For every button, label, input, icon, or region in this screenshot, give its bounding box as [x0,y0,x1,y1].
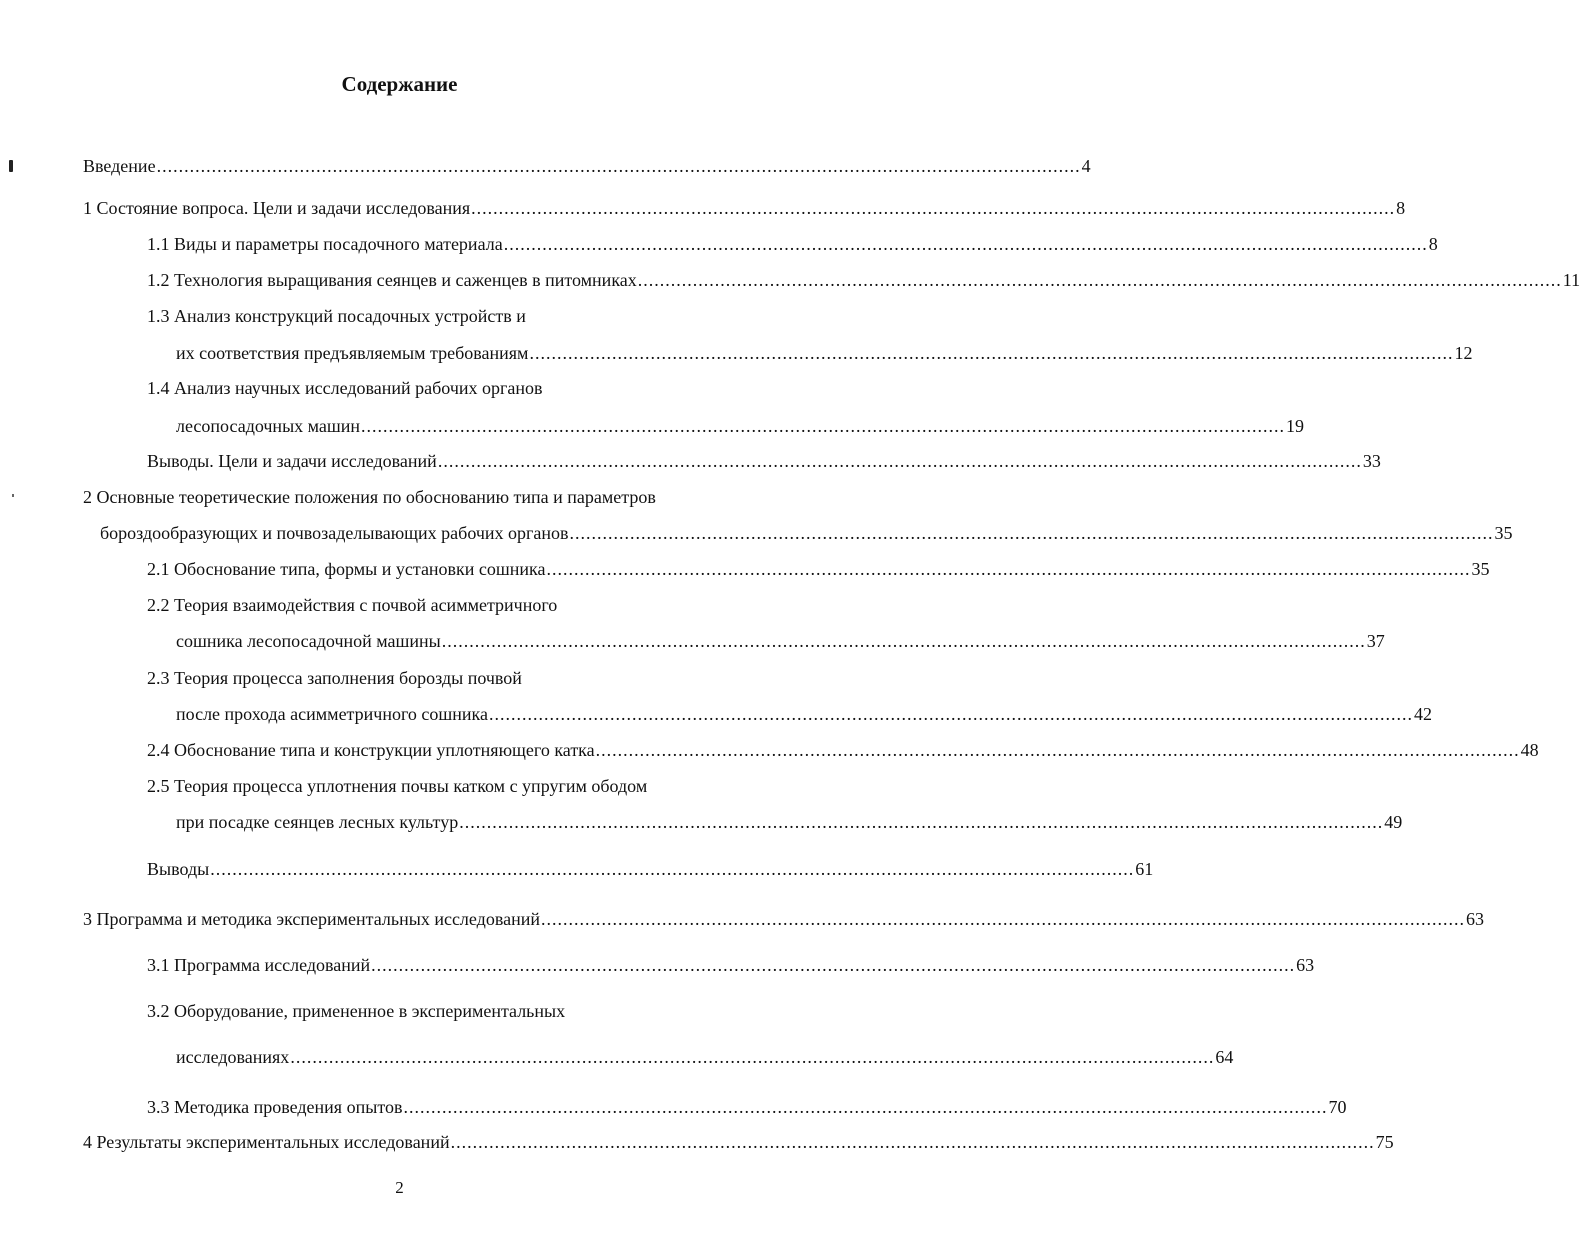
toc-entry-chapter-4[interactable] [0,1129,1394,1155]
toc-page-number: 70 [1328,1097,1347,1117]
leader-dots: ........................................................................................................................................................................ [290,1047,1215,1067]
toc-entry-label: Выводы. Цели и задачи исследований [147,451,437,471]
toc-entry-label: 1.3 Анализ конструкций посадочных устройств и [147,306,526,326]
toc-page-number: 61 [1135,859,1154,879]
leader-dots: ........................................................................................................................................................................ [361,416,1286,436]
toc-entry-label: бороздообразующих и почвозаделывающих рабочих органов [100,523,569,543]
leader-dots: ........................................................................................................................................................................ [450,1132,1375,1152]
leader-dots: ........................................................................................................................................................................ [437,451,1362,471]
toc-entry-2-3-line1[interactable] [0,665,799,691]
leader-dots: ........................................................................................................................................................................ [156,156,1081,176]
toc-entry-2-5[interactable] [0,809,1403,835]
toc-entry-3-1[interactable] [0,952,1315,978]
toc-entry-3-2[interactable] [0,1044,1234,1070]
toc-entry-label: лесопосадочных машин [176,416,361,436]
leader-dots: ........................................................................................................................................................................ [210,859,1135,879]
leader-dots: ........................................................................................................................................................................ [637,270,1562,290]
toc-entry-label: 3 Программа и методика экспериментальных исследований [83,909,540,929]
toc-page-number: 19 [1286,416,1305,436]
toc-entry-2-1[interactable] [0,556,1490,582]
toc-entry-label: Выводы [147,859,210,879]
leader-dots: ........................................................................................................................................................................ [371,955,1296,975]
toc-entry-2-2[interactable] [0,628,1385,654]
toc-page-number: 35 [1471,559,1490,579]
toc-page-number: 11 [1562,270,1580,290]
toc-entry-chapter-3[interactable] [0,906,1484,932]
toc-entry-chapter-1[interactable] [0,195,1406,221]
toc-page-number: 75 [1375,1132,1394,1152]
toc-entry-label: после прохода асимметричного сошника [176,704,488,724]
toc-page-number: 12 [1454,343,1473,363]
page-title: Содержание [341,72,458,96]
page-number: 2 [395,1178,404,1197]
toc-entry-label: 2.3 Теория процесса заполнения борозды почвой [147,668,522,688]
toc-entry-2-2-line1[interactable] [0,592,799,618]
leader-dots: ........................................................................................................................................................................ [403,1097,1328,1117]
leader-dots: ........................................................................................................................................................................ [546,559,1471,579]
toc-entry-3-3[interactable] [0,1094,1347,1120]
toc-entry-label: 2 Основные теоретические положения по обоснованию типа и параметров [83,487,656,507]
toc-page-number: 8 [1396,198,1406,218]
leader-dots: ........................................................................................................................................................................ [569,523,1494,543]
leader-dots: ........................................................................................................................................................................ [441,631,1366,651]
leader-dots: ........................................................................................................................................................................ [471,198,1396,218]
toc-page-number: 63 [1465,909,1484,929]
toc-page-number: 8 [1428,234,1438,254]
toc-page-number: 64 [1215,1047,1234,1067]
toc-entry-3-2-line1[interactable] [0,998,799,1024]
toc-entry-label: 4 Результаты экспериментальных исследований [83,1132,450,1152]
toc-entry-label: Введение [83,156,156,176]
toc-page-number: 42 [1413,704,1432,724]
toc-entry-label: 3.3 Методика проведения опытов [147,1097,403,1117]
toc-entry-label: их соответствия предъявляемым требованиям [176,343,529,363]
toc-entry-label: 2.4 Обоснование типа и конструкции уплотняющего катка [147,740,595,760]
toc-entry-2-4[interactable] [0,737,1539,763]
toc-page-number: 63 [1296,955,1315,975]
leader-dots: ........................................................................................................................................................................ [488,704,1413,724]
toc-entry-conclusions-2[interactable] [0,856,1154,882]
toc-entry-label: 1.2 Технология выращивания сеянцев и саженцев в питомниках [147,270,637,290]
toc-entry-label: 1.4 Анализ научных исследований рабочих органов [147,378,543,398]
toc-entry-label: 2.5 Теория процесса уплотнения почвы катком с упругим ободом [147,776,648,796]
toc-entry-1-1[interactable] [0,231,1438,257]
toc-page-number: 49 [1384,812,1403,832]
toc-entry-label: 3.2 Оборудование, примененное в экспериментальных [147,1001,566,1021]
toc-entry-2-5-line1[interactable] [0,773,799,799]
toc-entry-label: 1.1 Виды и параметры посадочного материала [147,234,503,254]
toc-entry-1-2[interactable] [0,267,1580,293]
toc-page-number: 33 [1362,451,1381,471]
toc-entry-conclusions-1[interactable] [0,448,1381,474]
toc-entry-1-3-line1[interactable] [0,303,799,329]
toc-entry-chapter-2[interactable] [0,520,1513,546]
toc-entry-label: 3.1 Программа исследований [147,955,371,975]
toc-entry-label: исследованиях [176,1047,290,1067]
toc-entry-chapter-2-line1[interactable] [0,484,799,510]
toc-entry-introduction[interactable] [0,153,1091,179]
toc-page-number: 4 [1081,156,1091,176]
toc-entry-label: сошника лесопосадочной машины [176,631,441,651]
leader-dots: ........................................................................................................................................................................ [459,812,1384,832]
leader-dots: ........................................................................................................................................................................ [540,909,1465,929]
toc-entry-1-3[interactable] [0,340,1473,366]
toc-entry-2-3[interactable] [0,701,1432,727]
leader-dots: ........................................................................................................................................................................ [529,343,1454,363]
leader-dots: ........................................................................................................................................................................ [503,234,1428,254]
leader-dots: ........................................................................................................................................................................ [595,740,1520,760]
toc-page-number: 48 [1520,740,1539,760]
toc-page-number: 37 [1366,631,1385,651]
toc-entry-label: 2.1 Обоснование типа, формы и установки сошника [147,559,546,579]
toc-entry-1-4[interactable] [0,413,1305,439]
toc-entry-label: 1 Состояние вопроса. Цели и задачи исследования [83,198,471,218]
toc-page-number: 35 [1494,523,1513,543]
toc-entry-label: 2.2 Теория взаимодействия с почвой асимметричного [147,595,558,615]
toc-entry-1-4-line1[interactable] [0,375,799,401]
toc-entry-label: при посадке сеянцев лесных культур [176,812,459,832]
